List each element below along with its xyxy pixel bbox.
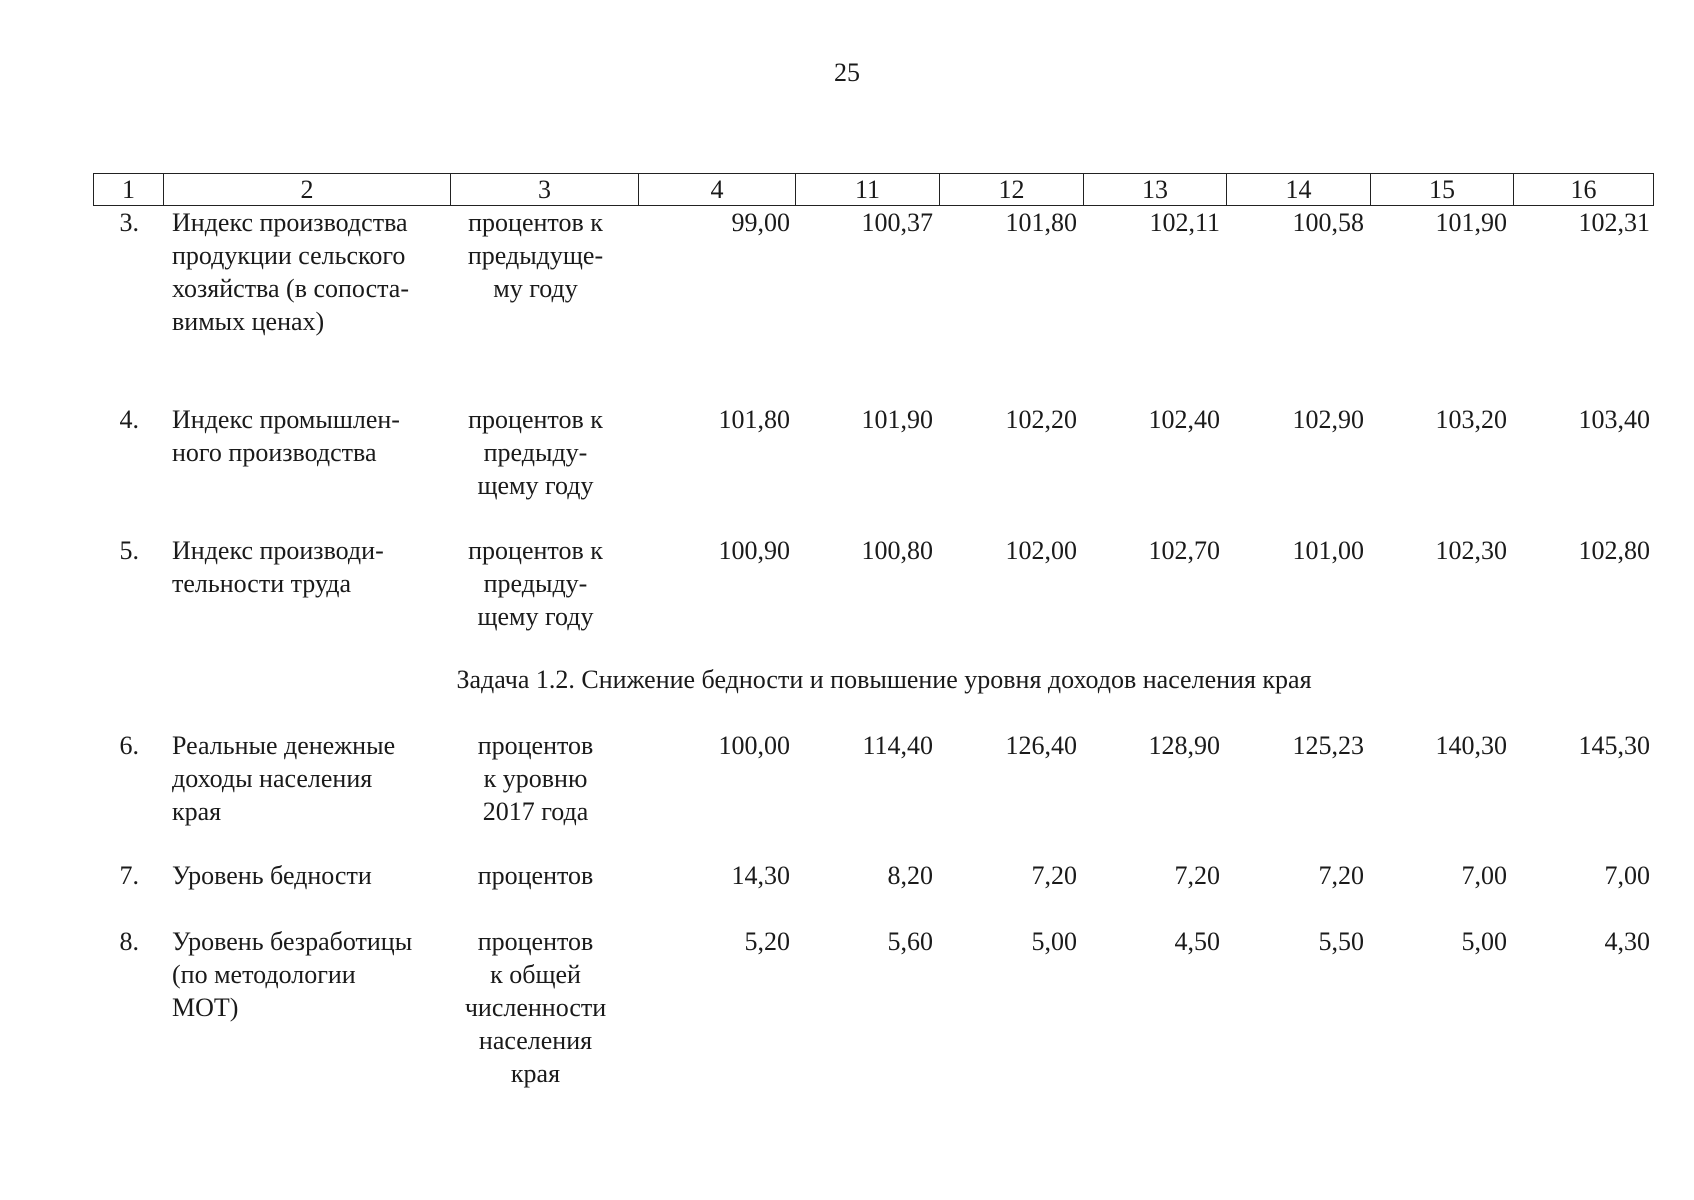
value-cell: 7,20 xyxy=(1174,861,1220,890)
value-cell: 5,50 xyxy=(1318,927,1364,956)
value-cell: 102,11 xyxy=(1149,208,1220,237)
header-cell: 14 xyxy=(1227,174,1371,206)
unit-of-measure: процентов к предыдуще- му году xyxy=(467,208,604,303)
header-cell: 16 xyxy=(1514,174,1654,206)
value-cell: 140,30 xyxy=(1435,731,1507,760)
value-cell: 5,00 xyxy=(1031,927,1077,956)
row-number: 6. xyxy=(119,731,139,760)
header-cell: 13 xyxy=(1084,174,1227,206)
value-cell: 102,20 xyxy=(1005,405,1077,434)
indicator-name: Реальные денежные доходы населения края xyxy=(172,731,396,826)
unit-of-measure: процентов к общей численности населения края xyxy=(464,927,607,1088)
value-cell: 8,20 xyxy=(887,861,933,890)
value-cell: 100,58 xyxy=(1292,208,1364,237)
value-cell: 103,40 xyxy=(1578,405,1650,434)
value-cell: 5,60 xyxy=(887,927,933,956)
value-cell: 5,00 xyxy=(1461,927,1507,956)
header-cell: 1 xyxy=(94,174,164,206)
value-cell: 102,80 xyxy=(1578,536,1650,565)
page-number: 25 xyxy=(834,58,860,87)
section-title: Задача 1.2. Снижение бедности и повышение уровня доходов населения края xyxy=(456,665,1312,694)
indicator-name: Индекс производства продукции сельского хозяйства (в сопоста- вимых ценах) xyxy=(172,208,409,336)
row-number: 3. xyxy=(119,208,139,237)
value-cell: 102,00 xyxy=(1005,536,1077,565)
value-cell: 101,90 xyxy=(861,405,933,434)
value-cell: 7,20 xyxy=(1031,861,1077,890)
value-cell: 114,40 xyxy=(862,731,933,760)
value-cell: 126,40 xyxy=(1005,731,1077,760)
unit-of-measure: процентов к уровню 2017 года xyxy=(477,731,594,826)
value-cell: 101,80 xyxy=(718,405,790,434)
value-cell: 4,30 xyxy=(1604,927,1650,956)
value-cell: 7,00 xyxy=(1461,861,1507,890)
value-cell: 102,40 xyxy=(1148,405,1220,434)
value-cell: 103,20 xyxy=(1435,405,1507,434)
value-cell: 128,90 xyxy=(1148,731,1220,760)
value-cell: 100,00 xyxy=(718,731,790,760)
value-cell: 101,00 xyxy=(1292,536,1364,565)
header-cell: 4 xyxy=(639,174,796,206)
indicator-name: Индекс производи- тельности труда xyxy=(172,536,384,598)
value-cell: 101,90 xyxy=(1435,208,1507,237)
value-cell: 100,90 xyxy=(718,536,790,565)
header-row xyxy=(94,174,1654,206)
value-cell: 99,00 xyxy=(731,208,790,237)
value-cell: 102,70 xyxy=(1148,536,1220,565)
header-cell: 11 xyxy=(796,174,940,206)
value-cell: 5,20 xyxy=(744,927,790,956)
value-cell: 100,37 xyxy=(861,208,933,237)
header-cell: 2 xyxy=(164,174,451,206)
indicator-name: Уровень бедности xyxy=(172,861,372,890)
indicator-name: Уровень безработицы (по методологии МОТ) xyxy=(172,927,413,1022)
value-cell: 125,23 xyxy=(1292,731,1364,760)
row-number: 8. xyxy=(119,927,139,956)
column-header-table xyxy=(93,173,1654,206)
indicator-name: Индекс промышлен- ного производства xyxy=(172,405,400,467)
value-cell: 102,31 xyxy=(1578,208,1650,237)
value-cell: 102,90 xyxy=(1292,405,1364,434)
row-number: 5. xyxy=(119,536,139,565)
header-cell: 12 xyxy=(940,174,1084,206)
unit-of-measure: процентов к предыду- щему году xyxy=(468,405,603,500)
value-cell: 7,00 xyxy=(1604,861,1650,890)
unit-of-measure: процентов xyxy=(477,861,594,890)
row-number: 7. xyxy=(119,861,139,890)
unit-of-measure: процентов к предыду- щему году xyxy=(468,536,603,631)
value-cell: 145,30 xyxy=(1578,731,1650,760)
value-cell: 7,20 xyxy=(1318,861,1364,890)
value-cell: 101,80 xyxy=(1005,208,1077,237)
header-cell: 3 xyxy=(451,174,639,206)
value-cell: 102,30 xyxy=(1435,536,1507,565)
value-cell: 4,50 xyxy=(1174,927,1220,956)
value-cell: 14,30 xyxy=(731,861,790,890)
header-cell: 15 xyxy=(1371,174,1514,206)
value-cell: 100,80 xyxy=(861,536,933,565)
row-number: 4. xyxy=(119,405,139,434)
